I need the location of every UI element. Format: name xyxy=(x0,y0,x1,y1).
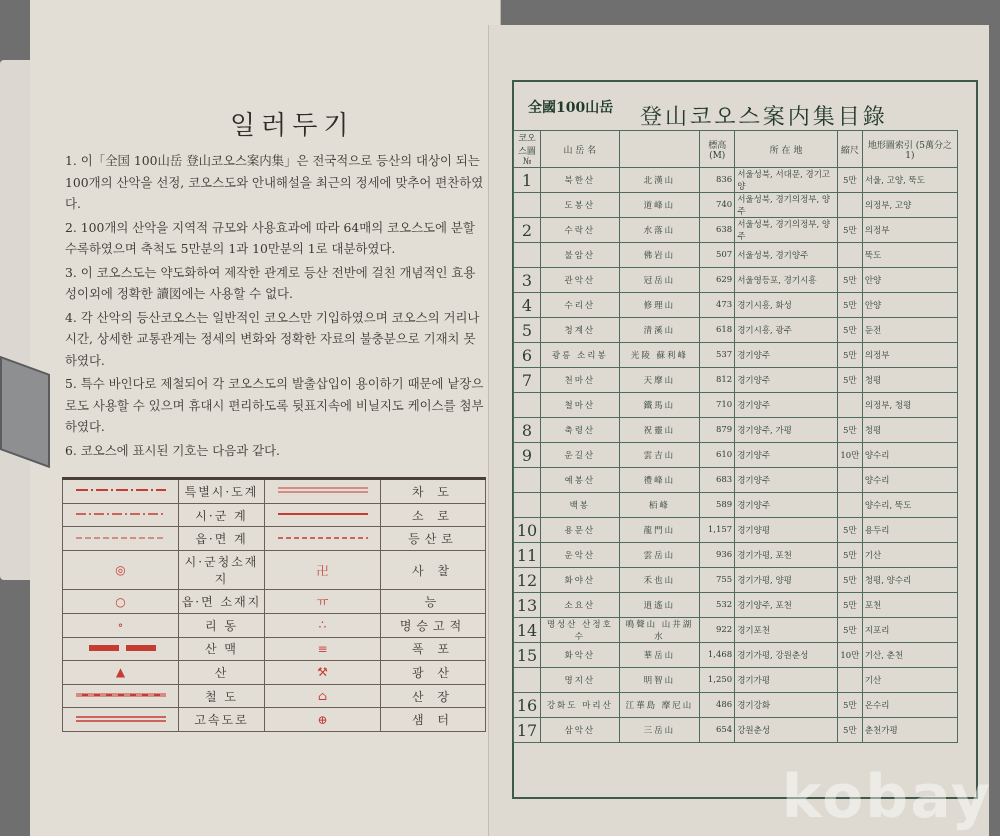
table-cell-hj: 佛岩山 xyxy=(619,243,700,268)
instructions xyxy=(65,150,485,463)
table-cell-hj: 鳴聲山 山井湖水 xyxy=(619,618,700,643)
table-cell-no: 9 xyxy=(514,443,541,468)
table-cell-alt: 486 xyxy=(700,693,735,718)
table-cell-loc: 경기가평, 포천 xyxy=(735,543,838,568)
table-cell-sc: 5만 xyxy=(837,518,862,543)
table-cell-sc: 5만 xyxy=(837,693,862,718)
table-cell-kr: 도봉산 xyxy=(541,193,620,218)
table-row xyxy=(514,468,958,493)
table-cell-sc: 5만 xyxy=(837,418,862,443)
table-cell-sc: 5만 xyxy=(837,618,862,643)
table-cell-no: 17 xyxy=(514,718,541,743)
legend-label: 차 도 xyxy=(381,479,486,504)
table-cell-kr: 철마산 xyxy=(541,393,620,418)
table-row xyxy=(514,418,958,443)
table-cell-idx: 의정부 xyxy=(862,218,957,243)
table-cell-loc: 경기강화 xyxy=(735,693,838,718)
legend-label: 폭 포 xyxy=(381,637,486,661)
expressway-icon xyxy=(63,708,179,732)
table-cell-hj: 清溪山 xyxy=(619,318,700,343)
table-row xyxy=(514,643,958,668)
table-cell-kr: 명지산 xyxy=(541,668,620,693)
table-row xyxy=(514,193,958,218)
column-header: 縮尺 xyxy=(837,131,862,168)
table-cell-alt: 507 xyxy=(700,243,735,268)
table-cell-idx: 청평 xyxy=(862,368,957,393)
column-header: 標高 (M) xyxy=(700,131,735,168)
table-cell-no xyxy=(514,668,541,693)
column-header: 所 在 地 xyxy=(735,131,838,168)
table-cell-idx: 지포리 xyxy=(862,618,957,643)
table-cell-idx: 기산 xyxy=(862,668,957,693)
table-cell-loc: 서울성북, 서대문, 경기고양 xyxy=(735,168,838,193)
table-cell-no: 12 xyxy=(514,568,541,593)
table-cell-alt: 589 xyxy=(700,493,735,518)
legend-label: 읍·면 소재지 xyxy=(179,590,265,614)
table-cell-kr: 수락산 xyxy=(541,218,620,243)
boundary-special-icon xyxy=(63,479,179,504)
table-cell-alt: 618 xyxy=(700,318,735,343)
table-cell-loc: 경기양주 xyxy=(735,368,838,393)
table-cell-no: 3 xyxy=(514,268,541,293)
paragraph-6: 6. 코오스에 표시된 기호는 다음과 같다. xyxy=(65,442,280,458)
table-cell-hj: 明智山 xyxy=(619,668,700,693)
table-row xyxy=(514,543,958,568)
legend-label: 광 산 xyxy=(381,661,486,685)
table-cell-kr: 불암산 xyxy=(541,243,620,268)
table-cell-alt: 922 xyxy=(700,618,735,643)
historic-site-icon: ∴ xyxy=(265,613,381,637)
table-cell-hj: 修理山 xyxy=(619,293,700,318)
table-cell-no: 11 xyxy=(514,543,541,568)
table-row xyxy=(514,668,958,693)
table-cell-sc: 5만 xyxy=(837,543,862,568)
table-cell-hj: 雲岳山 xyxy=(619,543,700,568)
table-cell-no: 13 xyxy=(514,593,541,618)
table-cell-hj: 三岳山 xyxy=(619,718,700,743)
table-cell-sc: 5만 xyxy=(837,593,862,618)
table-cell-loc: 경기양주, 포천 xyxy=(735,593,838,618)
table-cell-no: 14 xyxy=(514,618,541,643)
table-cell-kr: 축령산 xyxy=(541,418,620,443)
legend-label: 시·군청소재지 xyxy=(179,550,265,589)
table-row xyxy=(514,293,958,318)
table-cell-hj: 祝靈山 xyxy=(619,418,700,443)
table-cell-kr: 예봉산 xyxy=(541,468,620,493)
table-cell-alt: 1,157 xyxy=(700,518,735,543)
legend-label: 등산로 xyxy=(381,527,486,551)
legend-label: 고속도로 xyxy=(179,708,265,732)
table-cell-no: 5 xyxy=(514,318,541,343)
table-cell-sc: 5만 xyxy=(837,218,862,243)
table-row xyxy=(514,393,958,418)
table-cell-loc: 서울영등포, 경기시흥 xyxy=(735,268,838,293)
table-cell-kr: 화야산 xyxy=(541,568,620,593)
table-cell-no: 2 xyxy=(514,218,541,243)
temple-icon: 卍 xyxy=(265,550,381,589)
column-header: 地形圖索引 (5萬分之1) xyxy=(862,131,957,168)
table-cell-no: 6 xyxy=(514,343,541,368)
table-cell-kr: 천마산 xyxy=(541,368,620,393)
table-cell-sc xyxy=(837,668,862,693)
table-cell-alt: 1,468 xyxy=(700,643,735,668)
legend-label: 읍·면 계 xyxy=(179,527,265,551)
paragraph-4: 4. 각 산악의 등산코오스는 일반적인 코오스만 기입하였으며 코오스의 거리나 시간, 상세한 교통관계는 정세의 변화와 정확한 자료의 불충분으로 기재치 못하였다. xyxy=(65,309,480,368)
table-row xyxy=(514,568,958,593)
table-cell-kr: 용문산 xyxy=(541,518,620,543)
township-seat-icon: ○ xyxy=(63,590,179,614)
table-cell-hj: 華岳山 xyxy=(619,643,700,668)
paragraph-2: 2. 100개의 산악을 지역적 규모와 사용효과에 따라 64매의 코오스도에 분할 수록하였으며 축척도 5만분의 1과 10만분의 1로 대분하였다. xyxy=(65,219,475,256)
village-icon: ∘ xyxy=(63,613,179,637)
table-row xyxy=(514,243,958,268)
path-icon xyxy=(265,503,381,527)
table-cell-idx: 온수리 xyxy=(862,693,957,718)
table-cell-kr: 운길산 xyxy=(541,443,620,468)
table-cell-sc: 5만 xyxy=(837,318,862,343)
table-cell-idx: 양수리, 뚝도 xyxy=(862,493,957,518)
legend-label: 시·군 계 xyxy=(179,503,265,527)
legend-label: 소 로 xyxy=(381,503,486,527)
table-cell-loc: 경기양주 xyxy=(735,443,838,468)
table-cell-loc: 서울성북, 경기의정부, 양주 xyxy=(735,193,838,218)
table-cell-kr: 북한산 xyxy=(541,168,620,193)
county-seat-icon: ◎ xyxy=(63,550,179,589)
mountain-peak-icon: ▲ xyxy=(63,661,179,685)
table-cell-sc: 5만 xyxy=(837,168,862,193)
table-cell-alt: 755 xyxy=(700,568,735,593)
table-cell-loc: 경기가평, 강원춘성 xyxy=(735,643,838,668)
waterfall-icon: ≡ xyxy=(265,637,381,661)
table-cell-kr: 운악산 xyxy=(541,543,620,568)
page-heading: 일러두기 xyxy=(230,111,355,141)
table-cell-alt: 638 xyxy=(700,218,735,243)
metal-clip xyxy=(0,356,50,468)
table-cell-kr: 강화도 마리산 xyxy=(541,693,620,718)
table-cell-no: 10 xyxy=(514,518,541,543)
boundary-city-icon xyxy=(63,503,179,527)
mine-icon: ⚒ xyxy=(265,661,381,685)
table-cell-hj: 鐵馬山 xyxy=(619,393,700,418)
table-cell-idx: 용두리 xyxy=(862,518,957,543)
table-row xyxy=(514,693,958,718)
table-cell-idx: 안양 xyxy=(862,293,957,318)
legend-label: 산 xyxy=(179,661,265,685)
table-cell-no: 16 xyxy=(514,693,541,718)
table-cell-loc: 경기시흥, 광주 xyxy=(735,318,838,343)
table-cell-sc: 5만 xyxy=(837,368,862,393)
table-cell-alt: 654 xyxy=(700,718,735,743)
hiking-trail-icon xyxy=(265,527,381,551)
table-cell-idx: 둔전 xyxy=(862,318,957,343)
table-cell-loc: 경기양주 xyxy=(735,343,838,368)
table-cell-alt: 629 xyxy=(700,268,735,293)
table-cell-hj: 栢峰 xyxy=(619,493,700,518)
table-row xyxy=(514,218,958,243)
table-cell-sc xyxy=(837,493,862,518)
table-row xyxy=(514,368,958,393)
table-cell-idx: 기산 xyxy=(862,543,957,568)
table-cell-sc xyxy=(837,468,862,493)
table-cell-kr: 명성산 산정호수 xyxy=(541,618,620,643)
table-cell-idx: 청평, 양수리 xyxy=(862,568,957,593)
table-cell-sc xyxy=(837,193,862,218)
mountain-lodge-icon: ⌂ xyxy=(265,684,381,708)
table-cell-sc: 5만 xyxy=(837,293,862,318)
table-cell-hj: 天摩山 xyxy=(619,368,700,393)
table-cell-hj: 雲吉山 xyxy=(619,443,700,468)
table-cell-alt: 879 xyxy=(700,418,735,443)
table-cell-alt: 710 xyxy=(700,393,735,418)
table-cell-idx: 의정부 xyxy=(862,343,957,368)
table-cell-loc: 강원춘성 xyxy=(735,718,838,743)
table-cell-no xyxy=(514,493,541,518)
table-cell-alt: 473 xyxy=(700,293,735,318)
table-cell-sc: 5만 xyxy=(837,718,862,743)
table-cell-hj: 江華島 摩尼山 xyxy=(619,693,700,718)
table-cell-sc: 5만 xyxy=(837,568,862,593)
table-cell-alt: 532 xyxy=(700,593,735,618)
legend-label: 산 맥 xyxy=(179,637,265,661)
table-cell-idx: 의정부, 고양 xyxy=(862,193,957,218)
table-cell-idx: 양수리 xyxy=(862,468,957,493)
table-cell-idx: 춘천가평 xyxy=(862,718,957,743)
table-cell-kr: 소요산 xyxy=(541,593,620,618)
table-cell-hj: 禮峰山 xyxy=(619,468,700,493)
table-cell-sc: 10만 xyxy=(837,443,862,468)
table-row xyxy=(514,168,958,193)
table-cell-loc: 경기양평 xyxy=(735,518,838,543)
table-cell-kr: 백봉 xyxy=(541,493,620,518)
legend-label: 사 찰 xyxy=(381,550,486,589)
index-title: 登山코오스案内集目錄 xyxy=(640,105,888,130)
table-row xyxy=(514,593,958,618)
watermark: kobay xyxy=(781,762,992,832)
table-cell-kr: 수리산 xyxy=(541,293,620,318)
table-row xyxy=(514,518,958,543)
table-cell-idx: 안양 xyxy=(862,268,957,293)
table-cell-loc: 경기양주, 가평 xyxy=(735,418,838,443)
table-row xyxy=(514,718,958,743)
table-cell-loc: 경기가평, 양평 xyxy=(735,568,838,593)
table-cell-loc: 경기시흥, 화성 xyxy=(735,293,838,318)
table-cell-idx: 청평 xyxy=(862,418,957,443)
table-cell-alt: 683 xyxy=(700,468,735,493)
table-cell-idx: 양수리 xyxy=(862,443,957,468)
mountain-range-icon xyxy=(63,637,179,661)
table-cell-alt: 537 xyxy=(700,343,735,368)
table-row xyxy=(514,343,958,368)
table-cell-hj: 光陵 蘇利峰 xyxy=(619,343,700,368)
table-cell-no: 4 xyxy=(514,293,541,318)
legend-label: 리 동 xyxy=(179,613,265,637)
table-row xyxy=(514,318,958,343)
table-cell-hj: 禾也山 xyxy=(619,568,700,593)
table-cell-no: 8 xyxy=(514,418,541,443)
table-cell-idx: 기산, 춘천 xyxy=(862,643,957,668)
table-cell-no: 1 xyxy=(514,168,541,193)
table-cell-alt: 1,250 xyxy=(700,668,735,693)
table-cell-loc: 서울성북, 경기의정부, 양주 xyxy=(735,218,838,243)
table-cell-loc: 경기양주 xyxy=(735,493,838,518)
symbol-legend xyxy=(62,477,486,732)
table-cell-kr: 관악산 xyxy=(541,268,620,293)
table-cell-loc: 경기가평 xyxy=(735,668,838,693)
table-cell-sc xyxy=(837,243,862,268)
car-road-icon xyxy=(265,479,381,504)
legend-label: 산 장 xyxy=(381,684,486,708)
table-row xyxy=(514,268,958,293)
table-cell-kr: 광릉 소리봉 xyxy=(541,343,620,368)
legend-label: 샘 터 xyxy=(381,708,486,732)
table-cell-hj: 水落山 xyxy=(619,218,700,243)
table-row xyxy=(514,443,958,468)
tomb-icon: ㅠ xyxy=(265,590,381,614)
table-cell-no xyxy=(514,393,541,418)
table-cell-alt: 836 xyxy=(700,168,735,193)
index-subtitle: 全國100山岳 xyxy=(528,100,614,116)
table-cell-hj: 冠岳山 xyxy=(619,268,700,293)
table-cell-hj: 北漢山 xyxy=(619,168,700,193)
table-cell-idx: 서울, 고양, 뚝도 xyxy=(862,168,957,193)
column-header: 코오스圖 № xyxy=(514,131,541,168)
table-row xyxy=(514,618,958,643)
column-header: 山 岳 名 xyxy=(541,131,620,168)
paragraph-5: 5. 특수 바인다로 제철되어 각 코오스도의 발출삽입이 용이하기 때문에 낱장으로도 사용할 수 있으며 휴대시 편리하도록 뒷표지속에 비닐지도 케이스를 첨부하였다. xyxy=(65,376,484,434)
table-cell-alt: 936 xyxy=(700,543,735,568)
legend-label: 철 도 xyxy=(179,684,265,708)
legend-label: 명승고적 xyxy=(381,613,486,637)
table-cell-sc: 5만 xyxy=(837,268,862,293)
table-cell-no xyxy=(514,243,541,268)
table-cell-loc: 경기포천 xyxy=(735,618,838,643)
table-cell-no xyxy=(514,468,541,493)
legend-label: 능 xyxy=(381,590,486,614)
table-cell-no xyxy=(514,193,541,218)
table-cell-no: 7 xyxy=(514,368,541,393)
table-cell-loc: 경기양주 xyxy=(735,468,838,493)
table-cell-kr: 삼악산 xyxy=(541,718,620,743)
table-cell-sc: 5만 xyxy=(837,343,862,368)
paragraph-3: 3. 이 코오스도는 약도화하여 제작한 관계로 등산 전반에 걸친 개념적인 효용성이외에 정확한 讀図에는 사용할 수 없다. xyxy=(65,264,476,301)
table-cell-alt: 610 xyxy=(700,443,735,468)
table-cell-hj: 逍遙山 xyxy=(619,593,700,618)
table-cell-hj: 龍門山 xyxy=(619,518,700,543)
table-cell-alt: 740 xyxy=(700,193,735,218)
table-cell-alt: 812 xyxy=(700,368,735,393)
table-row xyxy=(514,493,958,518)
table-cell-no: 15 xyxy=(514,643,541,668)
table-cell-loc: 경기양주 xyxy=(735,393,838,418)
table-cell-sc xyxy=(837,393,862,418)
table-cell-idx: 의정부, 청평 xyxy=(862,393,957,418)
table-cell-hj: 道峰山 xyxy=(619,193,700,218)
railway-icon xyxy=(63,684,179,708)
table-cell-sc: 10만 xyxy=(837,643,862,668)
table-cell-loc: 서울성북, 경기양주 xyxy=(735,243,838,268)
table-cell-kr: 화악산 xyxy=(541,643,620,668)
table-cell-kr: 청계산 xyxy=(541,318,620,343)
boundary-town-icon xyxy=(63,527,179,551)
column-header xyxy=(619,131,700,168)
paragraph-1: 1. 이「全国 100山岳 登山코오스案内集」은 전국적으로 등산의 대상이 되는 100개의 산악을 선정, 코오스도와 안내해설을 최근의 정세에 맞추어 편찬하였다. xyxy=(65,153,484,211)
table-cell-idx: 포천 xyxy=(862,593,957,618)
table-cell-idx: 뚝도 xyxy=(862,243,957,268)
legend-label: 특별시·도계 xyxy=(179,479,265,504)
course-index-table xyxy=(513,130,958,743)
spring-icon: ⊕ xyxy=(265,708,381,732)
